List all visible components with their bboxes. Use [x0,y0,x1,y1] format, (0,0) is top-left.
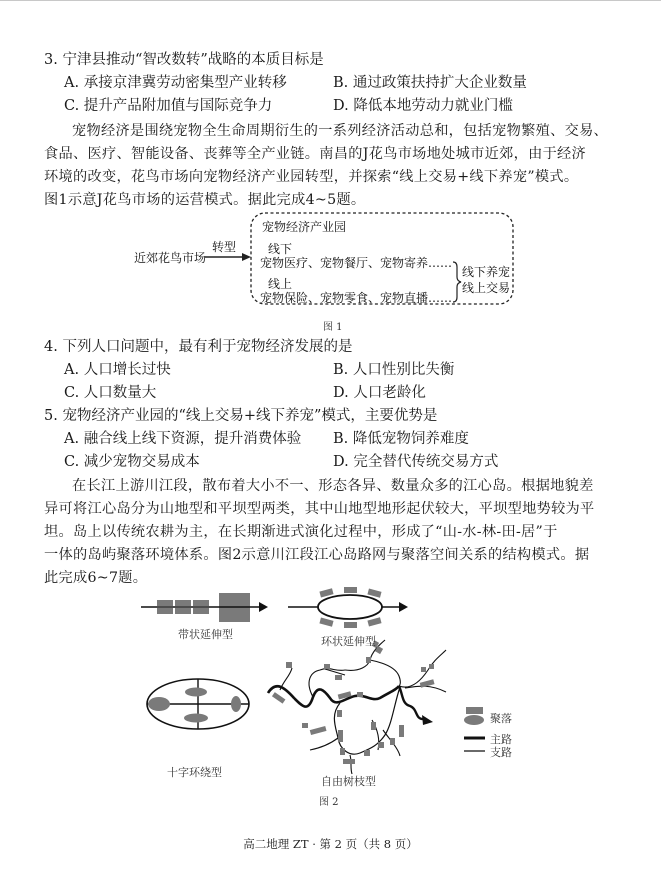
passage1-line-2: 食品、医疗、智能设备、丧葬等全产业链。南昌的J花鸟市场地处城市近郊，由于经济 [44,146,587,162]
fig1-caption: 图 1 [323,322,343,333]
free-branch-settlements [272,640,435,764]
q3-option-a: A. 承接京津冀劳动密集型产业转移 [64,75,287,91]
q3-stem: 3. 宁津县推动“智改数转”战略的本质目标是 [44,52,324,68]
passage2-line-3: 坦。岛上以传统农耕为主，在长期渐进式演化过程中，形成了“山-水-林-田-居”于 [44,524,558,540]
legend-settlement-label: 聚落 [490,712,512,725]
fig1-online-items: 宠物保险、宠物零食、宠物直播…… [260,291,453,305]
figure-2 [0,580,661,820]
q4-stem: 4. 下列人口问题中，最有利于宠物经济发展的是 [44,339,353,355]
figure-1 [120,205,540,335]
fig1-box-title: 宠物经济产业园 [262,220,347,234]
top-border [0,0,661,1]
q4-option-d: D. 人口老龄化 [333,385,426,401]
cross-ring-diagram [147,679,249,729]
passage2-line-1: 在长江上游川江段，散布着大小不一、形态各异、数量众多的江心岛。根据地貌差 [72,478,594,494]
passage1-line-1: 宠物经济是围绕宠物全生命周期衍生的一系列经济活动总和，包括宠物繁殖、交易、 [72,123,609,139]
q4-option-a: A. 人口增长过快 [64,362,171,378]
fig2-type-ring-label: 环状延伸型 [321,635,376,648]
q5-option-c: C. 减少宠物交易成本 [64,454,200,470]
fig2-type-band-label: 带状延伸型 [178,628,233,641]
fig1-bracket-line-1: 线下养宠 [462,265,511,279]
legend-main-road-label: 主路 [490,733,512,746]
q3-option-b: B. 通过政策扶持扩大企业数量 [333,75,527,91]
fig2-type-branch-label: 自由树枝型 [321,775,376,788]
page-footer: 高二地理 ZT · 第 2 页（共 8 页） [243,837,418,851]
q5-option-b: B. 降低宠物饲养难度 [333,431,469,447]
fig1-source-label: 近郊花鸟市场 [134,251,207,265]
band-extension-diagram [141,593,268,622]
q5-option-a: A. 融合线上线下资源，提升消费体验 [64,431,302,447]
passage2-line-4: 一体的岛屿聚落环境体系。图2示意川江段江心岛路网与聚落空间关系的结构模式。据 [44,547,590,563]
fig1-arrow-label: 转型 [212,240,237,254]
ring-extension-diagram [288,587,408,628]
q4-option-b: B. 人口性别比失衡 [333,362,455,378]
q5-stem: 5. 宠物经济产业园的“线上交易+线下养宠”模式，主要优势是 [44,408,438,424]
legend-branch-road-label: 支路 [490,746,512,759]
passage2-line-2: 异可将江心岛分为山地型和平坝型两类，其中山地型地形起伏较大，平坝型地势较为平 [44,501,595,517]
q4-option-c: C. 人口数量大 [64,385,157,401]
passage1-line-4: 图1示意J花鸟市场的运营模式。据此完成4~5题。 [44,192,366,208]
fig1-online-label: 线上 [268,277,293,291]
q3-option-c: C. 提升产品附加值与国际竞争力 [64,98,273,114]
fig1-offline-label: 线下 [268,242,293,256]
legend-graphics [464,707,485,751]
fig1-offline-items: 宠物医疗、宠物餐厅、宠物寄养…… [260,256,453,270]
fig2-caption: 图 2 [319,797,339,808]
fig1-bracket-line-2: 线上交易 [462,281,511,295]
passage2-line-5: 此完成6~7题。 [44,570,148,586]
free-branch-diagram [268,640,446,774]
fig2-type-cross-label: 十字环绕型 [167,766,222,779]
q3-option-d: D. 降低本地劳动力就业门槛 [333,98,513,114]
q5-option-d: D. 完全替代传统交易方式 [333,454,499,470]
passage1-line-3: 环境的改变，花鸟市场向宠物经济产业园转型，并探索“线上交易+线下养宠”模式。 [44,169,579,185]
